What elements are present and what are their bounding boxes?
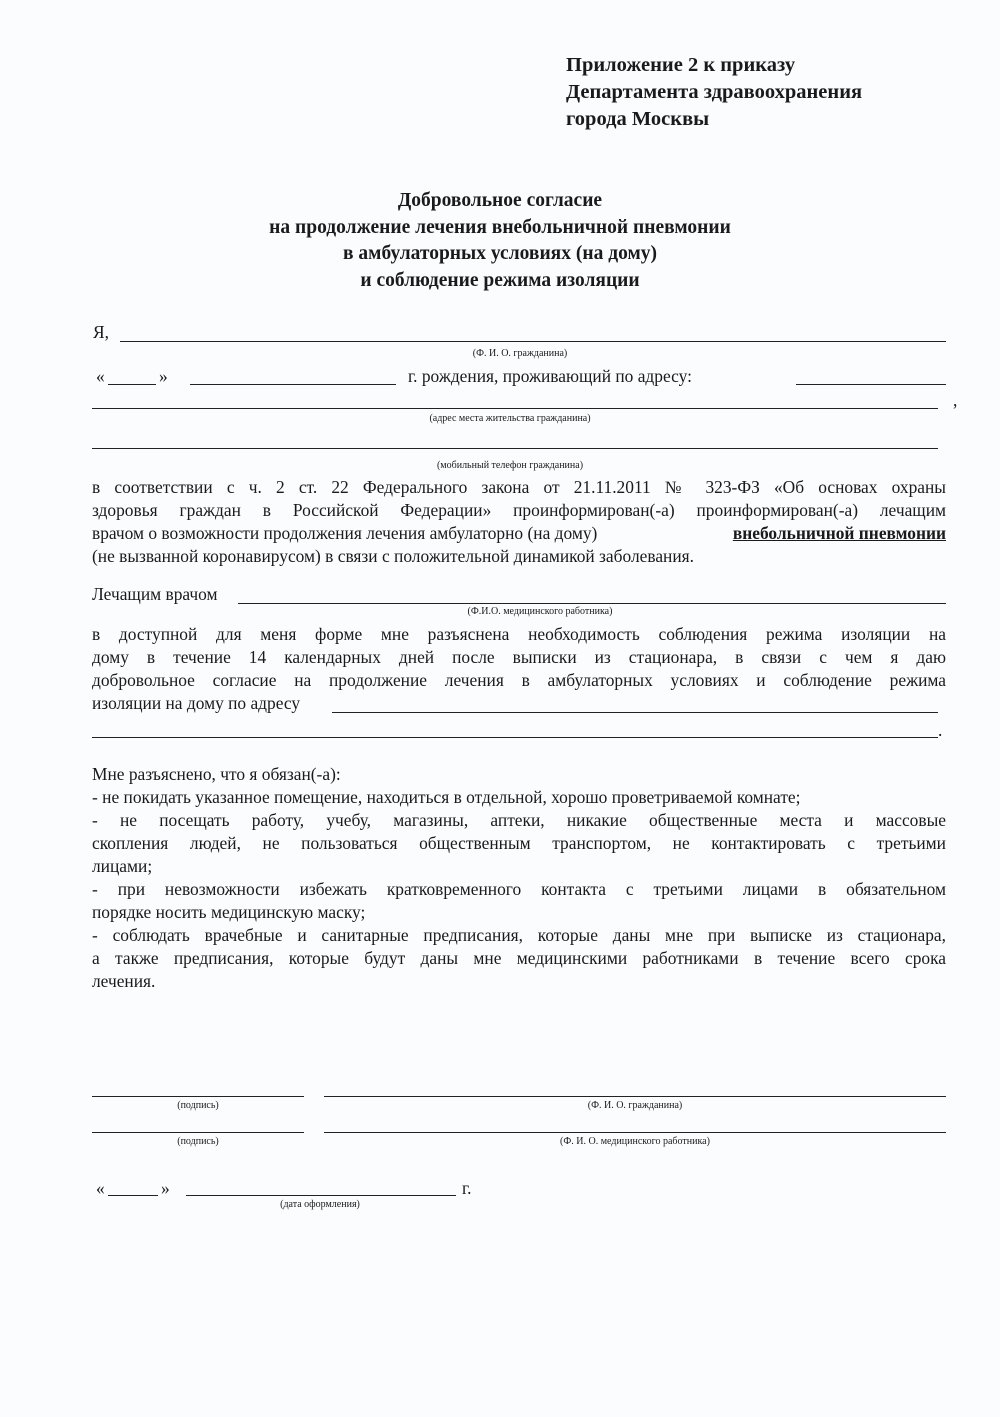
isolation-address-period: . <box>938 720 943 740</box>
obligation-line: - не покидать указанное помещение, находиться в отдельной, хорошо проветриваемой комнате; <box>92 787 801 807</box>
birth-day-quote-open: « <box>96 366 105 386</box>
paragraph2-line: в доступной для меня форме мне разъяснена необходимость соблюдения режима изоляции на <box>92 624 946 644</box>
obligation-line: лицами; <box>92 856 153 876</box>
appendix-line: Департамента здравоохранения <box>566 81 863 103</box>
pneumonia-emphasis: внебольничной пневмонии <box>732 523 946 543</box>
birth-residence-text: г. рождения, проживающий по адресу: <box>408 366 692 386</box>
doctor-label: Лечащим врачом <box>92 584 218 604</box>
date-month-year-field[interactable] <box>186 1195 456 1196</box>
citizen-signature-caption: (подпись) <box>177 1100 219 1111</box>
date-day-field[interactable] <box>108 1195 158 1196</box>
obligation-line: лечения. <box>92 971 156 991</box>
medic-signature-caption: (подпись) <box>177 1136 219 1147</box>
obligation-line: а также предписания, которые будут даны мне медицинскими работниками в течение всего срока <box>92 948 946 968</box>
title-line: и соблюдение режима изоляции <box>360 269 640 291</box>
address-comma: , <box>953 390 958 410</box>
appendix-header <box>566 52 862 133</box>
obligation-line: скопления людей, не пользоваться общественным транспортом, не контактировать с третьими <box>92 833 946 853</box>
address-field[interactable] <box>92 408 938 409</box>
medic-fio-signature-caption: (Ф. И. О. медицинского работника) <box>560 1136 710 1147</box>
birth-month-field[interactable] <box>190 384 396 385</box>
isolation-address-label: изоляции на дому по адресу <box>92 693 301 713</box>
citizen-signature-field[interactable] <box>92 1096 304 1097</box>
isolation-address-field[interactable] <box>332 712 938 713</box>
birth-day-field[interactable] <box>108 384 156 385</box>
i-label: Я, <box>93 322 109 342</box>
doctor-fio-caption: (Ф.И.О. медицинского работника) <box>467 606 613 617</box>
date-year-suffix: г. <box>462 1178 472 1198</box>
title-line: Добровольное согласие <box>397 190 603 211</box>
medic-signature-field[interactable] <box>92 1132 304 1133</box>
citizen-fio-signature-field[interactable] <box>324 1096 946 1097</box>
birth-day-quote-close: » <box>159 366 168 386</box>
paragraph1-line: (не вызванной коронавирусом) в связи с положительной динамикой заболевания. <box>92 546 695 566</box>
obligation-line: - при невозможности избежать кратковременного контакта с третьими лицами в обязательном <box>92 879 946 899</box>
obligation-line: - не посещать работу, учебу, магазины, аптеки, никакие общественные места и массовые <box>92 810 946 830</box>
address-caption: (адрес места жительства гражданина) <box>429 413 591 424</box>
document-title <box>150 188 850 294</box>
medic-fio-signature-field[interactable] <box>324 1132 946 1133</box>
title-line: в амбулаторных условиях (на дому) <box>343 243 657 264</box>
phone-caption: (мобильный телефон гражданина) <box>436 460 584 471</box>
obligations-intro: Мне разъяснено, что я обязан(-а): <box>92 764 341 784</box>
obligation-line: - соблюдать врачебные и санитарные предписания, которые даны мне при выписке из стационара, <box>92 925 946 945</box>
date-caption: (дата оформления) <box>280 1199 360 1210</box>
citizen-fio-field[interactable] <box>120 341 946 342</box>
date-quote-open: « <box>96 1178 105 1198</box>
address-start-field[interactable] <box>796 384 946 385</box>
paragraph2-line: дому в течение 14 календарных дней после выписки из стационара, в связи с чем я даю <box>92 647 946 667</box>
paragraph1-line: в соответствии с ч. 2 ст. 22 Федерального закона от 21.11.2011 № 323-ФЗ «Об основах охраны <box>92 477 946 497</box>
doctor-fio-field[interactable] <box>238 603 946 604</box>
isolation-address-field-2[interactable] <box>92 737 938 738</box>
paragraph1-line: здоровья граждан в Российской Федерации» проинформирован(-а) проинформирован(-а) лечащим <box>92 500 946 520</box>
citizen-fio-signature-caption: (Ф. И. О. гражданина) <box>587 1100 683 1111</box>
date-quote-close: » <box>161 1178 170 1198</box>
title-line: на продолжение лечения внебольничной пневмонии <box>269 216 731 238</box>
paragraph1-line3-text: врачом о возможности продолжения лечения амбулаторно (на дому) <box>92 523 598 543</box>
appendix-line: города Москвы <box>566 108 710 130</box>
obligation-line: порядке носить медицинскую маску; <box>92 902 366 922</box>
paragraph2-line: добровольное согласие на продолжение лечения в амбулаторных условиях и соблюдение режима <box>92 670 946 690</box>
appendix-line: Приложение 2 к приказу <box>566 54 796 76</box>
paragraph1-line3 <box>92 523 946 544</box>
citizen-fio-caption: (Ф. И. О. гражданина) <box>472 348 568 359</box>
phone-field[interactable] <box>92 448 938 449</box>
